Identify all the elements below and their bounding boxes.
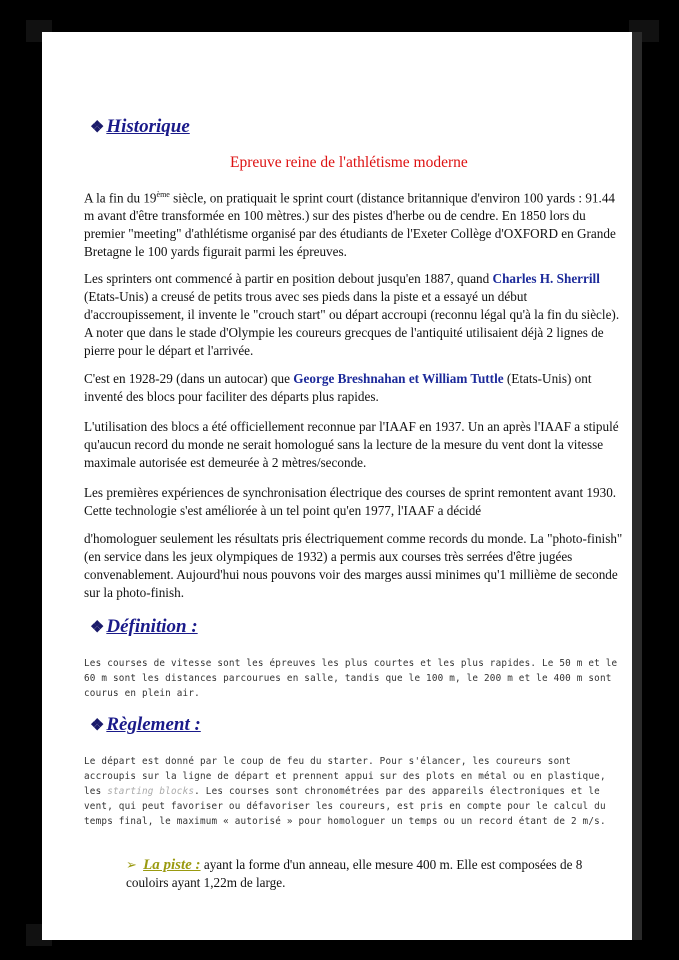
piste-label: La piste : [143,857,201,873]
p1-sup: ème [156,190,170,199]
person-names: George Breshnahan et William Tuttle [293,371,504,386]
paragraph-2 [84,270,624,360]
heading-definition-text: Définition : [106,616,198,637]
reglement-text [84,754,624,829]
heading-reglement [90,714,201,736]
paragraph-6: d'homologuer seulement les résultats pris électriquement comme records du monde. La "photo-finish" (en service dans les jeux olympiques de 1932) a permis aux courses très serrées d'être jugées convenablement. Aujourd'hui nous pouvons voir des marges aussi minimes qu'1 millième de seconde sur la photo-finish. [84,531,623,600]
paragraph-4: L'utilisation des blocs a été officiellement reconnue par l'IAAF en 1937. Un an après l'IAAF a stipulé qu'aucun record du monde ne serait homologué sans la lecture de la mesure du vent dont la vitesse maximale autorisée est demeurée à 2 mètres/seconde. [84,419,619,470]
arrow-bullet-icon: ➢ [126,857,138,872]
heading-historique-text: Historique [106,116,190,137]
diamond-bullet-icon: ❖ [90,717,105,734]
p3-before: C'est en 1928-29 (dans un autocar) que [84,371,294,386]
p2-after: (Etats-Unis) a creusé de petits trous avec ses pieds dans la piste et a essayé un début d'accroupissement, il invente le "crouch start" ou départ accroupi (reconnu légal qu'à la fin du siècle). A noter que dans le stade d'Olympie les coureurs grecques de l'antiquité utilisaient déjà 2 lignes de pierre pour le départ et l'arrivée. [84,289,620,358]
reglement-term: starting blocks [107,786,195,797]
p2-before: Les sprinters ont commencé à partir en position debout jusqu'en 1887, quand [84,271,493,286]
subtitle: Epreuve reine de l'athlétisme moderne [230,154,468,171]
definition-text: Les courses de vitesse sont les épreuves les plus courtes et les plus rapides. Le 50 m et le 60 m sont les distances parcourues en salle, tandis que le 100 m, le 200 m et le 400 m sont courus en plein air. [84,658,618,699]
piste-item [126,856,626,892]
diamond-bullet-icon: ❖ [90,619,105,636]
person-name: Charles H. Sherrill [492,271,600,286]
p1-after: siècle, on pratiquait le sprint court (distance britannique d'environ 100 yards : 91.44 m avant d'être transformée en 100 mètres.) sur des pistes d'herbe ou de cendre. En 1850 lors du premier "meeting" d'athlétisme organisé par des étudiants de l'Exeter Collège d'OXFORD en Grande Bretagne le 100 yards figurait parmi les épreuves. [84,190,616,260]
diamond-bullet-icon: ❖ [90,119,105,136]
heading-definition [90,616,198,638]
paragraph-1 [84,186,624,261]
reglement-before: Le départ est donné par le coup de feu du starter. Pour s'élancer, les coureurs sont accroupis sur la ligne de départ et prennent appui sur des plots en métal ou en plastique, les [84,756,606,797]
p3-after: (Etats-Unis) ont inventé des blocs pour faciliter des départs plus rapides. [84,371,592,404]
heading-historique [90,116,190,138]
piste-text: ayant la forme d'un anneau, elle mesure 400 m. Elle est composées de 8 couloirs ayant 1,22m de large. [126,857,583,890]
paragraph-5: Les premières expériences de synchronisation électrique des courses de sprint remontent avant 1930. Cette technologie s'est améliorée à un tel point qu'en 1977, l'IAAF a décidé [84,485,617,518]
reglement-after: . Les courses sont chronométrées par des appareils électroniques et le vent, qui peut favoriser ou défavoriser les coureurs, est pris en compte pour le calcul du temps final, le maximum « autorisé » pour homologuer un temps ou un record étant de 2 m/s. [84,786,606,827]
p1-before: A la fin du 19 [84,190,157,206]
heading-reglement-text: Règlement : [106,714,201,735]
paragraph-3 [84,370,624,406]
